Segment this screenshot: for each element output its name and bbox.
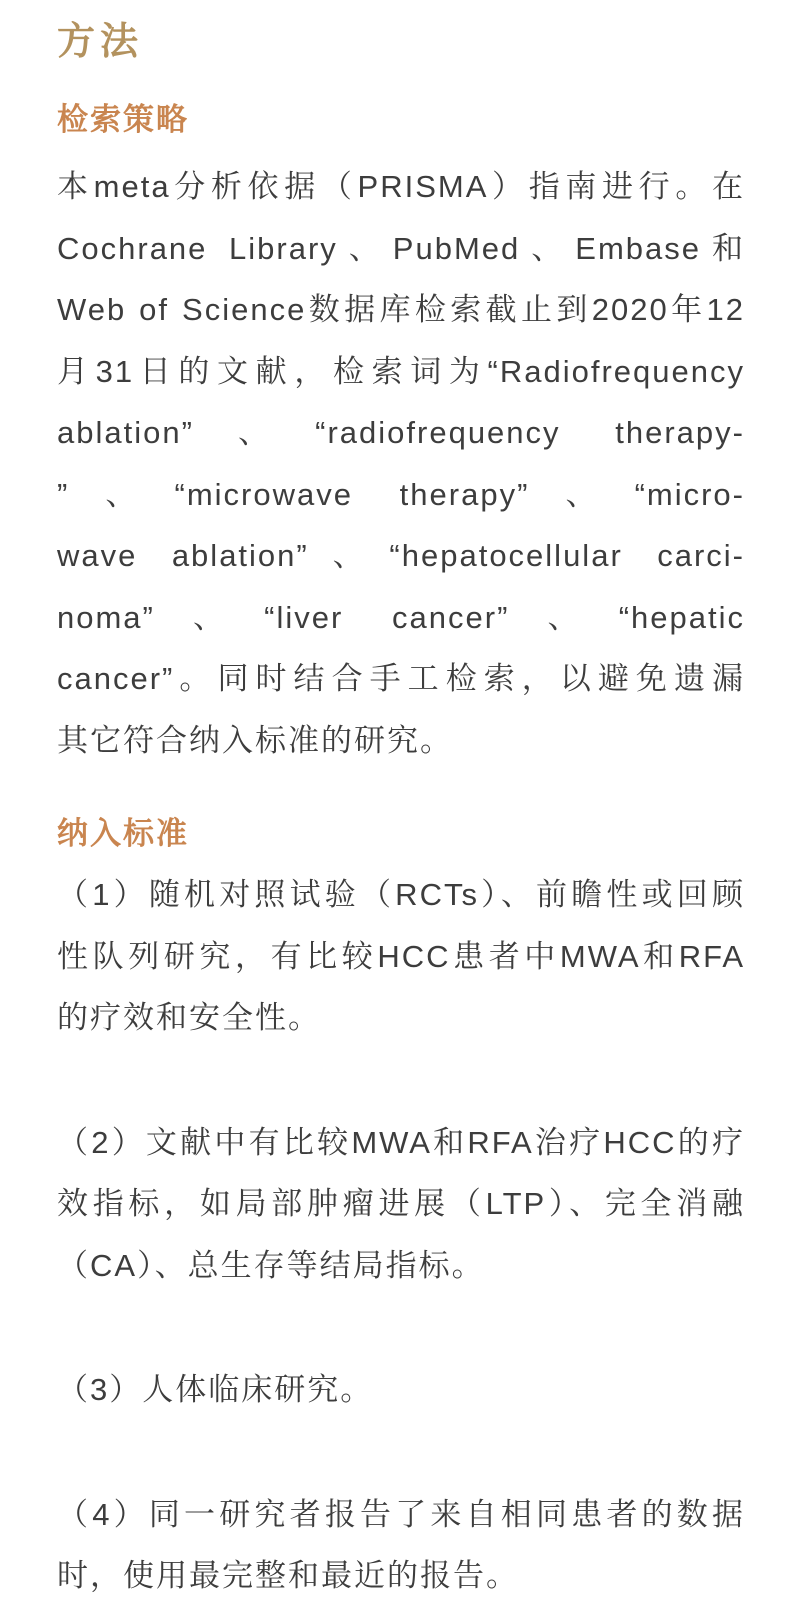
paragraph-line: （3）人体临床研究。 (57, 1372, 374, 1407)
paragraph-line: （2）文献中有比较MWA和RFA治疗HCC的疗 (57, 1124, 745, 1160)
paragraph-line: 月31日的文献，检索词为“Radiofrequency (57, 353, 745, 389)
search-strategy-paragraph (57, 156, 745, 771)
inclusion-criterion-3 (57, 1359, 745, 1421)
paragraph-line: Web of Science数据库检索截止到2020年12 (57, 292, 745, 327)
inclusion-criterion-4 (57, 1484, 745, 1607)
paragraph-line: wave ablation”、“hepatocellular carci- (57, 538, 745, 573)
paragraph-line: 的疗效和安全性。 (57, 1000, 321, 1035)
paragraph-line: 其它符合纳入标准的研究。 (57, 722, 453, 758)
paragraph-line: （1）随机对照试验（RCTs）、前瞻性或回顾 (57, 877, 745, 912)
paragraph-line: 本meta分析依据（PRISMA）指南进行。在 (57, 169, 745, 204)
paragraph-line: ”、“microwave therapy”、“micro- (57, 476, 745, 512)
paragraph-line: Cochrane Library、PubMed、Embase和 (57, 230, 745, 266)
paragraph-line: （CA）、总生存等结局指标。 (57, 1247, 485, 1283)
inclusion-criterion-1 (57, 864, 745, 1049)
page-title: 方法 (57, 21, 144, 63)
paragraph-line: 性队列研究，有比较HCC患者中MWA和RFA (57, 938, 745, 974)
section-heading-search-strategy: 检索策略 (57, 102, 189, 137)
paragraph-line: cancer”。同时结合手工检索，以避免遗漏 (57, 661, 745, 696)
section-heading-inclusion-criteria: 纳入标准 (57, 816, 189, 851)
paragraph-line: （4）同一研究者报告了来自相同患者的数据 (57, 1496, 745, 1532)
paragraph-line: noma”、“liver cancer”、“hepatic (57, 599, 745, 635)
paragraph-line: 时，使用最完整和最近的报告。 (57, 1558, 519, 1593)
paragraph-line: ablation”、“radiofrequency therapy- (57, 415, 745, 450)
paragraph-line: 效指标，如局部肿瘤进展（LTP）、完全消融 (57, 1186, 745, 1221)
inclusion-criterion-2 (57, 1112, 745, 1297)
